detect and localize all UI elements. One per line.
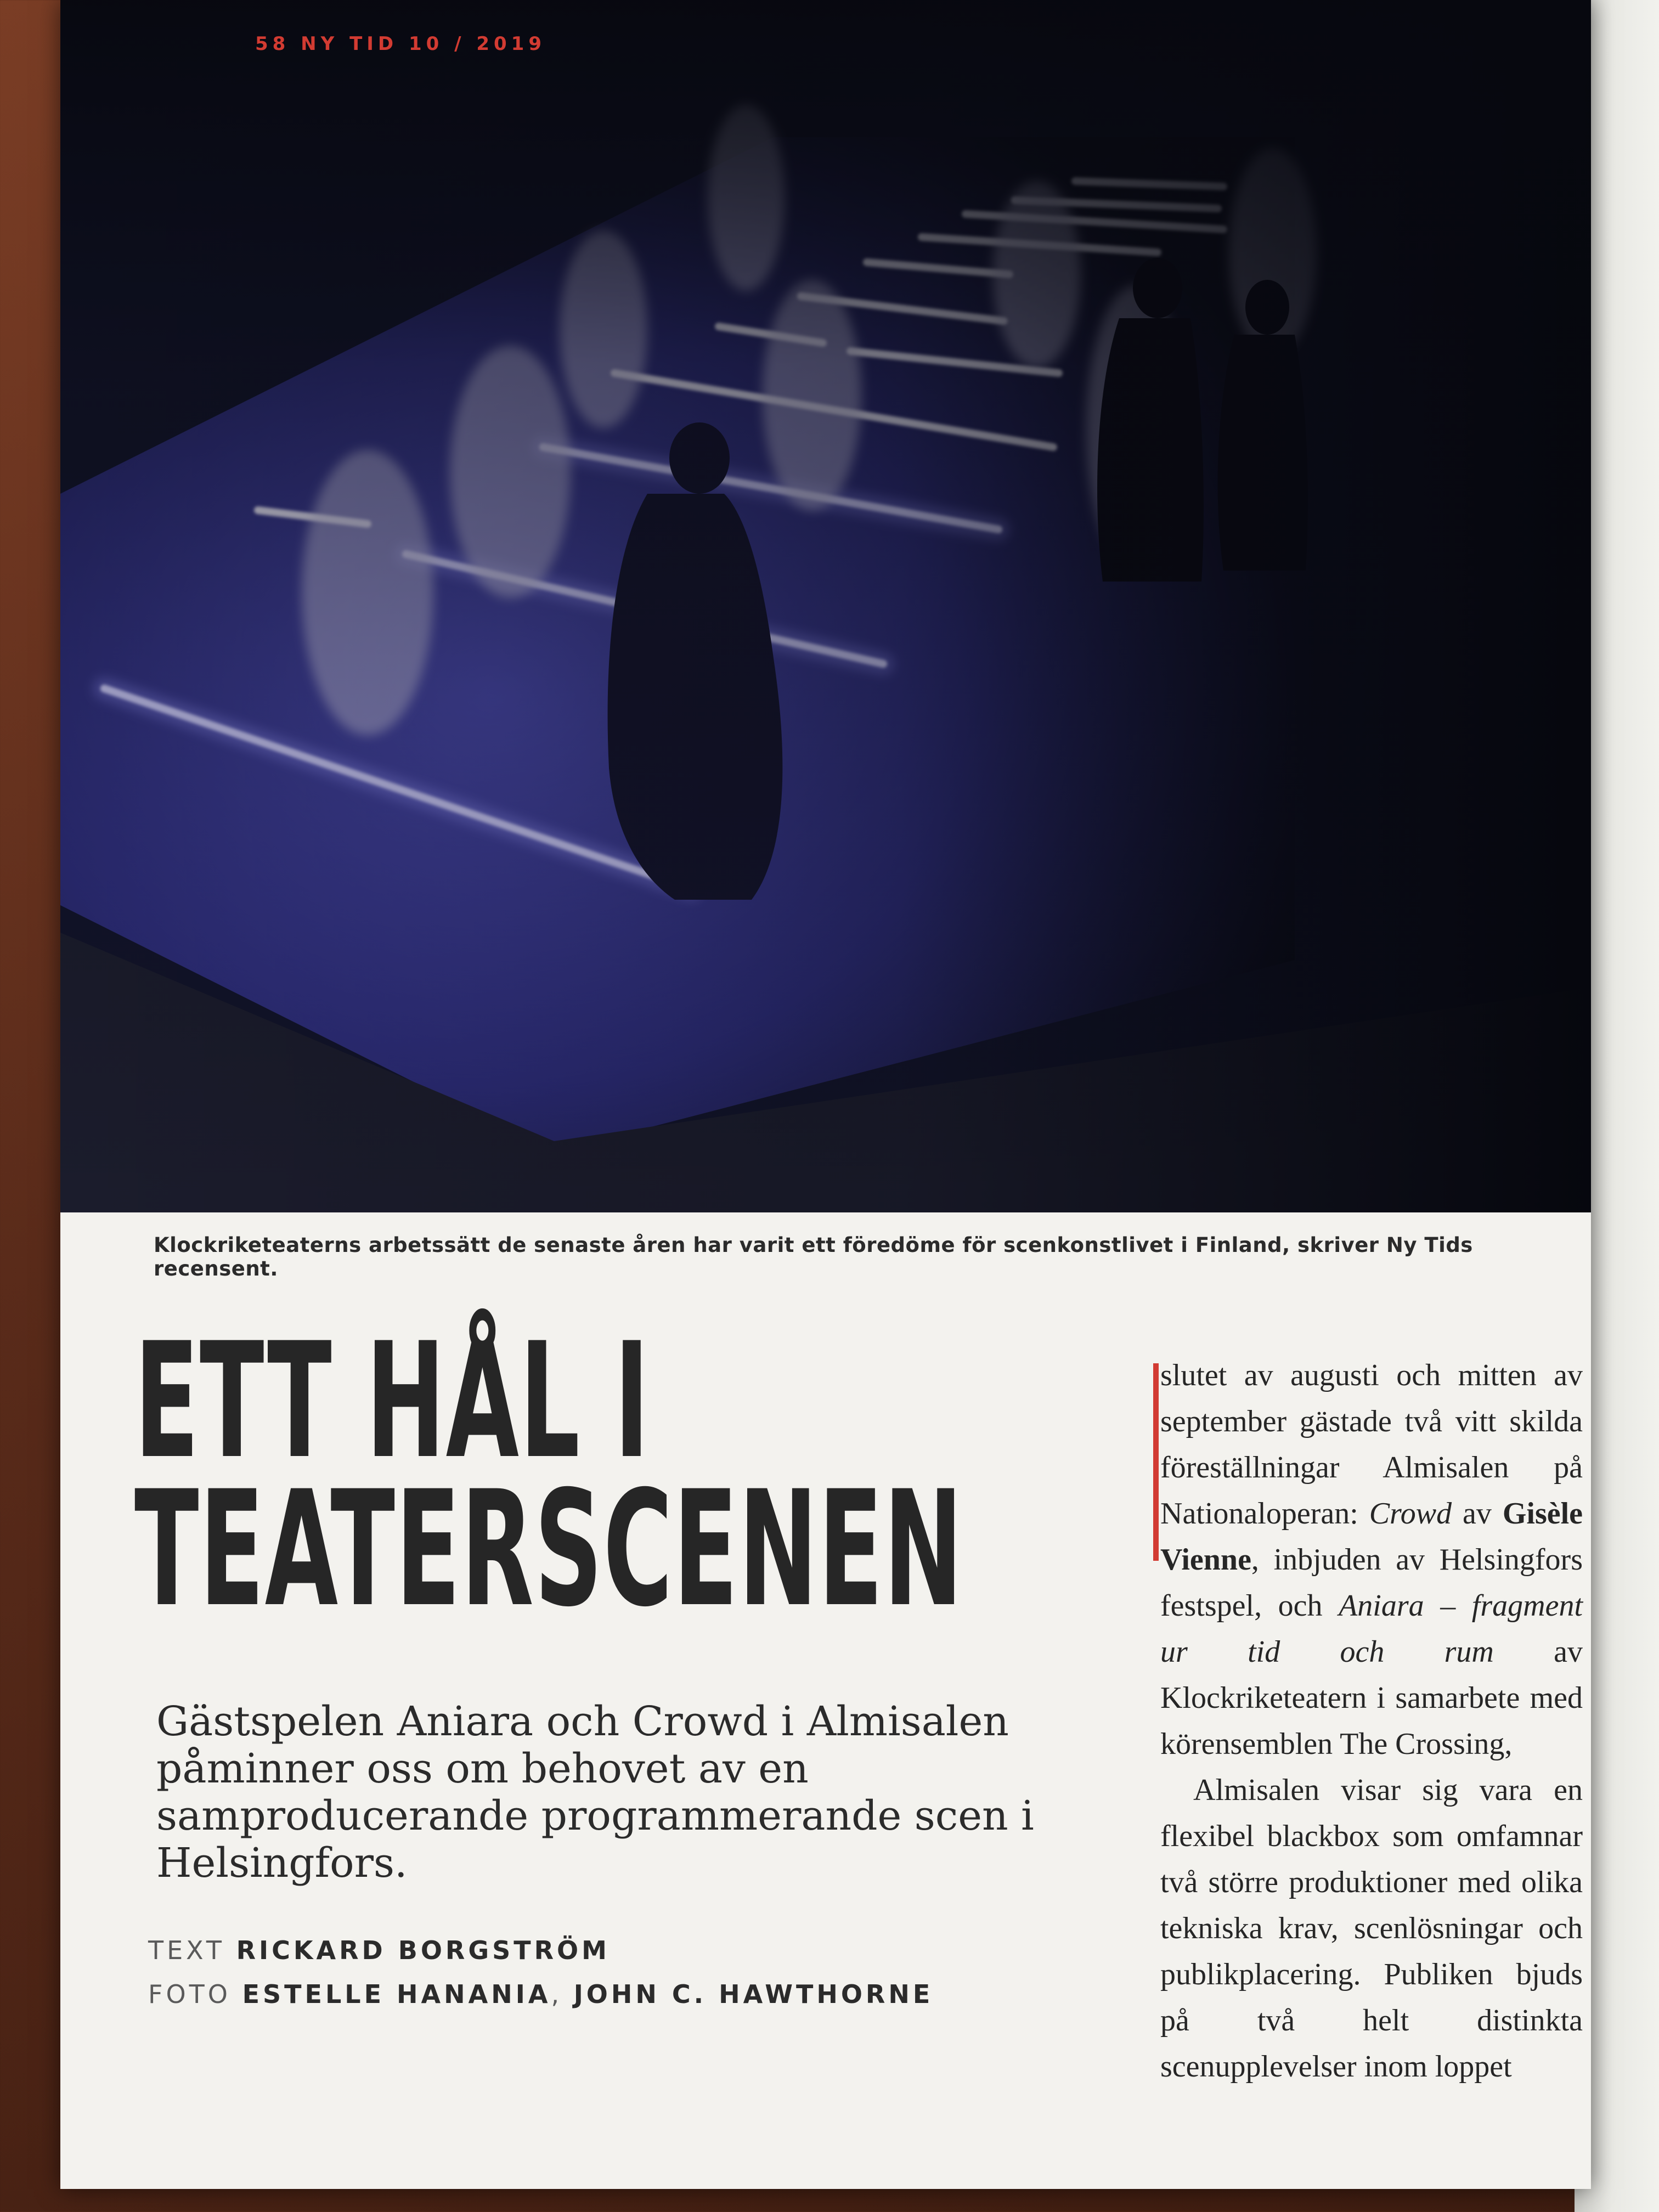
headline — [134, 1309, 964, 1642]
photo-credit-separator: , — [551, 1979, 563, 2009]
body-paragraph-2: Almisalen visar sig vara en flexibel blackbox som omfamnar två större produktioner med olika tekniska krav, scenlösningar och publikplacering. Publiken bjuds på två helt distinkta scenupplevelser inom loppet — [1160, 1773, 1583, 2084]
title-aniara: Aniara – fragment ur tid och rum — [1160, 1589, 1583, 1669]
byline — [148, 1928, 1081, 2016]
body-p1-end: av Klockriketeatern i samarbete med körensemblen The Crossing, — [1160, 1635, 1583, 1761]
text-credit — [148, 1928, 1081, 1972]
body-paragraph-1 — [1160, 1352, 1583, 1767]
title-crowd: Crowd — [1369, 1497, 1452, 1531]
headline-line-2: TEATERSCENEN — [134, 1457, 964, 1642]
body-column — [1160, 1352, 1583, 2090]
page-folio: 58 NY TID 10 / 2019 — [255, 33, 546, 55]
text-credit-name: RICKARD BORGSTRÖM — [236, 1936, 610, 1965]
photo-credit-name-2: JOHN C. HAWTHORNE — [573, 1979, 934, 2009]
headline-line-1: ETT HÅL I — [134, 1309, 650, 1494]
photo-caption: Klockriketeaterns arbetssätt de senaste åren har varit ett föredöme för scenkonstlivet i Finland, skriver Ny Tids recensent. — [154, 1233, 1473, 1280]
magazine-page — [60, 0, 1591, 2189]
photo-credit — [148, 1972, 1081, 2016]
author-name: Gisèle Vienne — [1160, 1497, 1583, 1577]
body-p1-middle: , inbjuden av Helsingfors festspel, och — [1160, 1543, 1583, 1623]
photo-credit-name-1: ESTELLE HANANIA — [242, 1979, 551, 2009]
body-p1-start: slutet av augusti och mitten av september gästade två vitt skilda föreställningar Almisalen på Nationaloperan: — [1160, 1358, 1583, 1531]
lead-paragraph: Gästspelen Aniara och Crowd i Almisalen påminner oss om behovet av en samproducerande programmerande scen i Helsingfors. — [156, 1698, 1034, 1887]
photo-credit-label: FOTO — [148, 1979, 231, 2009]
stage-photo-illustration — [60, 0, 1591, 1212]
stage-photo — [60, 0, 1591, 1212]
accent-bar — [1153, 1363, 1159, 1561]
body-p1-av: av — [1452, 1497, 1503, 1531]
text-credit-label: TEXT — [148, 1936, 225, 1965]
